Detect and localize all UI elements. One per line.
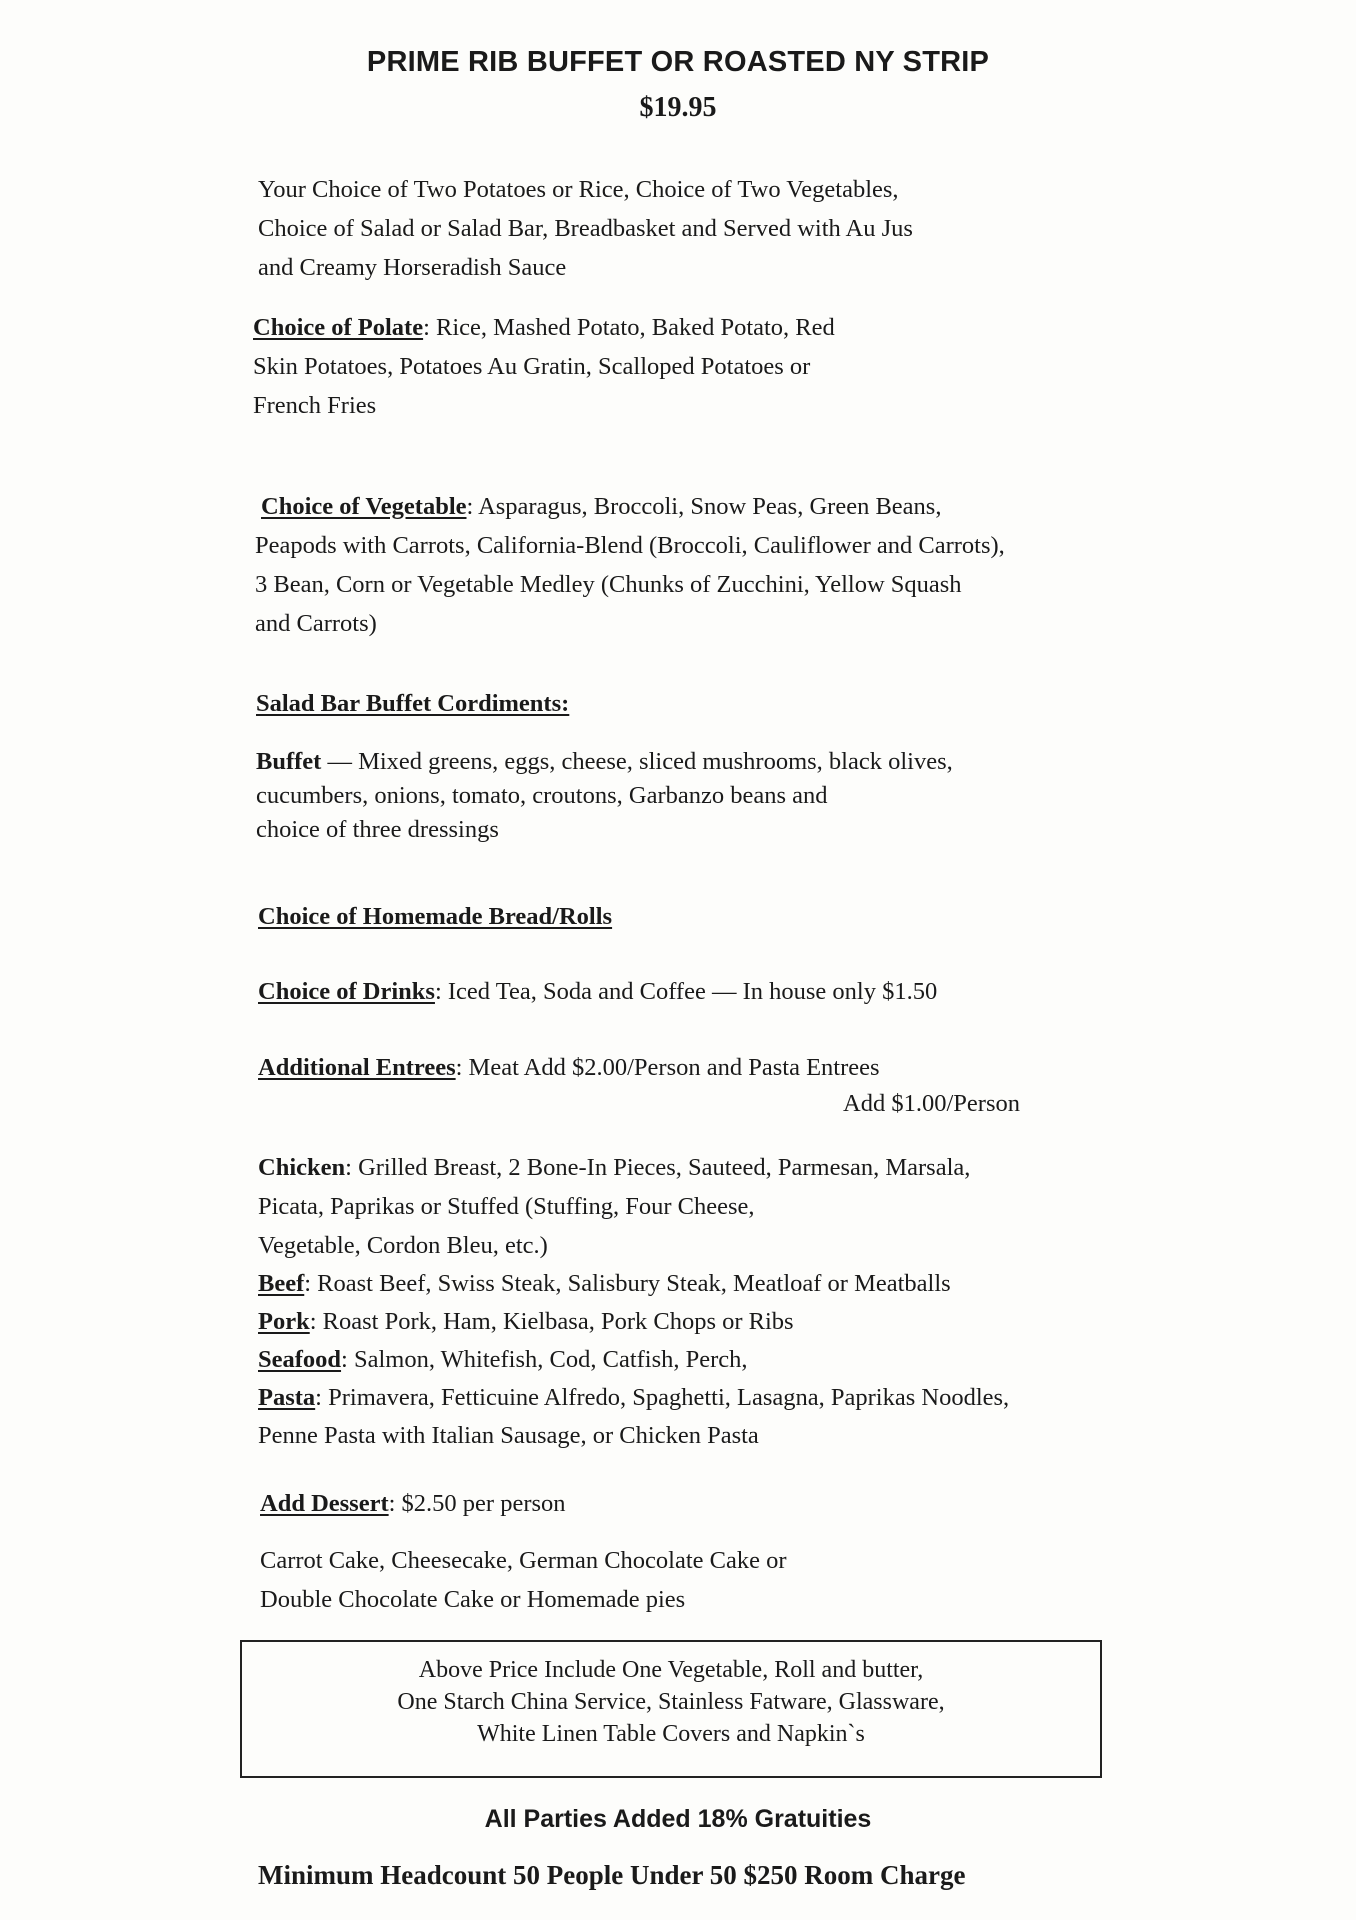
menu-title: PRIME RIB BUFFET OR ROASTED NY STRIP xyxy=(366,46,990,78)
dessert-line: Double Chocolate Cake or Homemade pies xyxy=(260,1586,686,1613)
dessert-text: : $2.50 per person xyxy=(388,1490,566,1517)
intro-line: Your Choice of Two Potatoes or Rice, Choice of Two Vegetables, xyxy=(258,176,899,203)
entrees-section xyxy=(258,1148,1009,1455)
pasta-line: Penne Pasta with Italian Sausage, or Chicken Pasta xyxy=(258,1422,759,1449)
potato-line: French Fries xyxy=(253,392,377,419)
salad-line: cucumbers, onions, tomato, croutons, Garbanzo beans and xyxy=(256,782,828,809)
vegetable-line: Peapods with Carrots, California-Blend (Broccoli, Cauliflower and Carrots), xyxy=(255,532,1005,559)
chicken-line: Picata, Paprikas or Stuffed (Stuffing, Four Cheese, xyxy=(258,1193,755,1220)
vegetable-line: and Carrots) xyxy=(255,610,377,637)
additional-heading: Additional Entrees xyxy=(258,1054,456,1081)
bread-section xyxy=(258,897,612,936)
chicken-line: : Grilled Breast, 2 Bone-In Pieces, Sauteed, Parmesan, Marsala, xyxy=(345,1154,971,1181)
pasta-line: : Primavera, Fetticuine Alfredo, Spaghetti, Lasagna, Paprikas Noodles, xyxy=(315,1384,1010,1411)
seafood-text: : Salmon, Whitefish, Cod, Catfish, Perch, xyxy=(341,1346,748,1373)
potato-line: Skin Potatoes, Potatoes Au Gratin, Scalloped Potatoes or xyxy=(253,353,811,380)
pasta-heading: Pasta xyxy=(258,1384,316,1411)
beef-heading: Beef xyxy=(258,1270,305,1297)
salad-section xyxy=(256,684,953,847)
drinks-section xyxy=(258,972,937,1011)
gratuity-note: All Parties Added 18% Gratuities xyxy=(484,1805,872,1833)
intro-paragraph xyxy=(258,170,913,287)
inclusions-line: One Starch China Service, Stainless Fatware, Glassware, xyxy=(397,1689,945,1715)
additional-text-2: Add $1.00/Person xyxy=(843,1090,1020,1117)
salad-label: Buffet xyxy=(256,748,322,775)
inclusions-line: White Linen Table Covers and Napkin`s xyxy=(477,1721,865,1747)
drinks-heading: Choice of Drinks xyxy=(258,978,435,1005)
potato-heading: Choice of Polate xyxy=(253,314,424,341)
salad-line: choice of three dressings xyxy=(256,816,499,843)
dessert-section xyxy=(260,1484,787,1619)
dessert-heading: Add Dessert xyxy=(260,1490,389,1517)
salad-line: — Mixed greens, eggs, cheese, sliced mushrooms, black olives, xyxy=(321,748,953,775)
drinks-text: : Iced Tea, Soda and Coffee — In house only $1.50 xyxy=(434,978,938,1005)
inclusions-box xyxy=(240,1640,1102,1778)
seafood-heading: Seafood xyxy=(258,1346,342,1373)
potato-line: : Rice, Mashed Potato, Baked Potato, Red xyxy=(423,314,835,341)
pork-text: : Roast Pork, Ham, Kielbasa, Pork Chops or Ribs xyxy=(309,1308,794,1335)
chicken-line: Vegetable, Cordon Bleu, etc.) xyxy=(258,1232,548,1259)
vegetable-heading: Choice of Vegetable xyxy=(261,493,467,520)
additional-text: : Meat Add $2.00/Person and Pasta Entrees xyxy=(455,1054,880,1081)
intro-line: Choice of Salad or Salad Bar, Breadbasket and Served with Au Jus xyxy=(258,215,913,242)
vegetable-section xyxy=(255,487,1005,643)
bread-heading: Choice of Homemade Bread/Rolls xyxy=(258,903,613,930)
vegetable-line: 3 Bean, Corn or Vegetable Medley (Chunks of Zucchini, Yellow Squash xyxy=(255,571,962,598)
dessert-line: Carrot Cake, Cheesecake, German Chocolate Cake or xyxy=(260,1547,787,1574)
inclusions-line: Above Price Include One Vegetable, Roll and butter, xyxy=(418,1657,924,1683)
vegetable-line: : Asparagus, Broccoli, Snow Peas, Green Beans, xyxy=(466,493,942,520)
menu-price: $19.95 xyxy=(639,92,717,123)
pork-heading: Pork xyxy=(258,1308,310,1335)
salad-heading: Salad Bar Buffet Cordiments: xyxy=(256,690,570,717)
additional-section xyxy=(258,1048,1020,1121)
minimum-headcount-note: Minimum Headcount 50 People Under 50 $250 Room Charge xyxy=(258,1860,966,1890)
beef-text: : Roast Beef, Swiss Steak, Salisbury Steak, Meatloaf or Meatballs xyxy=(304,1270,951,1297)
chicken-heading: Chicken xyxy=(258,1154,346,1181)
intro-line: and Creamy Horseradish Sauce xyxy=(258,254,567,281)
potato-section xyxy=(253,308,835,425)
